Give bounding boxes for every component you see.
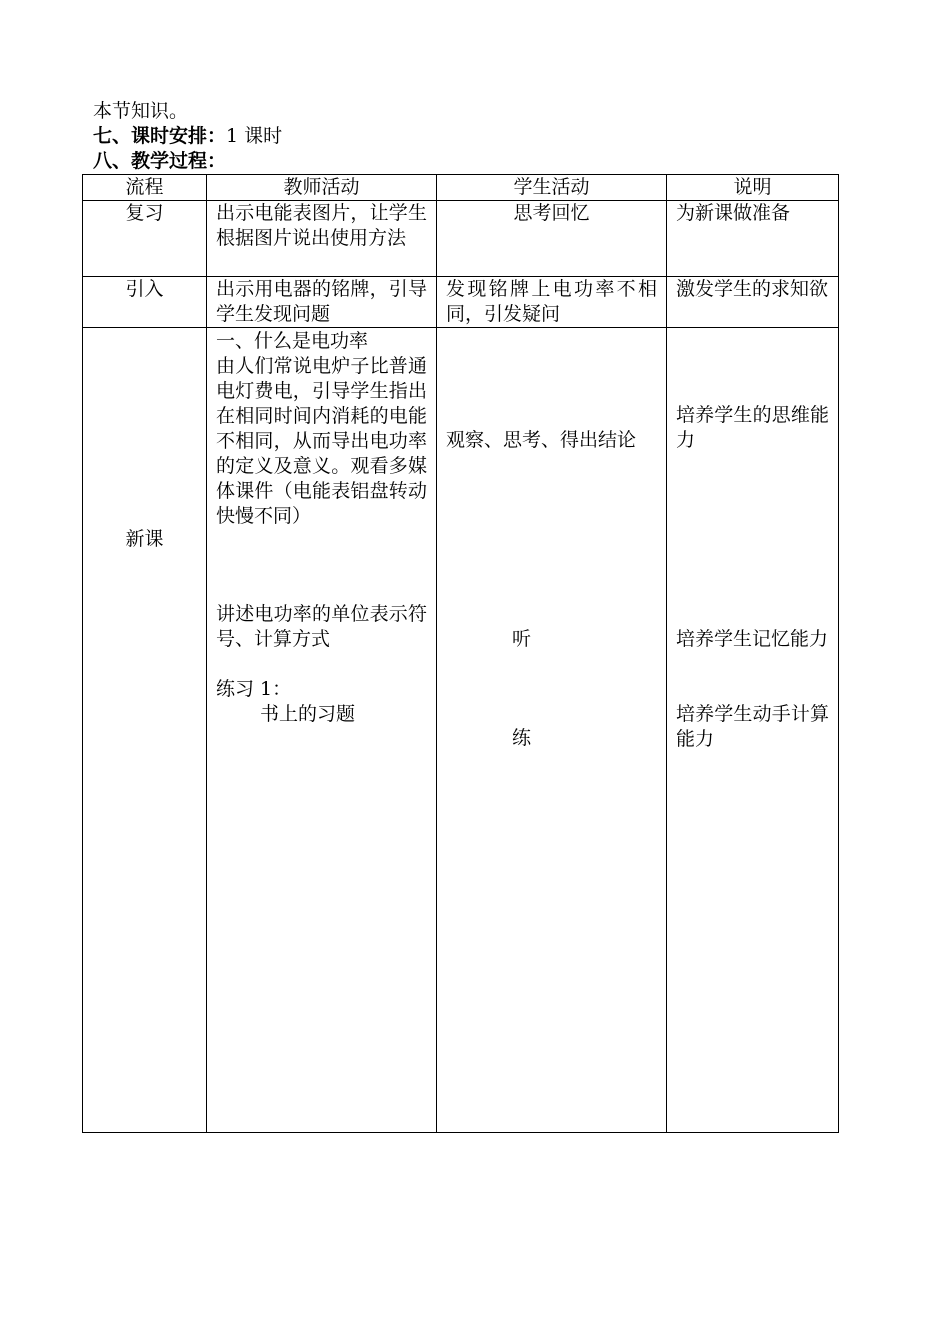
new-lesson-student-cell bbox=[437, 328, 667, 1133]
new-lesson-teacher-body: 由人们常说电炉子比普通电灯费电，引导学生指出在相同时间内消耗的电能不相同，从而导出电功率的定义及意义。观看多媒体课件（电能表铝盘转动快慢不同） bbox=[216, 355, 427, 527]
header-teacher: 教师活动 bbox=[207, 175, 437, 201]
table-header-row bbox=[83, 175, 839, 201]
review-student: 思考回忆 bbox=[437, 201, 667, 277]
new-lesson-stage: 新课 bbox=[125, 528, 164, 550]
header-note: 说明 bbox=[667, 175, 839, 201]
table-row-intro bbox=[83, 277, 839, 328]
new-lesson-note-cell bbox=[667, 328, 839, 1133]
teaching-process-table bbox=[82, 174, 839, 1133]
new-lesson-stage-cell bbox=[83, 328, 207, 1133]
review-teacher: 出示电能表图片，让学生根据图片说出使用方法 bbox=[207, 201, 437, 277]
header-stage: 流程 bbox=[83, 175, 207, 201]
table-row-review bbox=[83, 201, 839, 277]
review-note: 为新课做准备 bbox=[667, 201, 839, 277]
new-lesson-teacher-heading: 一、什么是电功率 bbox=[216, 330, 369, 352]
section-7-line bbox=[93, 124, 282, 148]
new-lesson-student-listen: 听 bbox=[511, 628, 531, 650]
new-lesson-student-practice: 练 bbox=[511, 727, 531, 749]
intro-stage: 引入 bbox=[83, 277, 207, 328]
new-lesson-exercise-body: 书上的习题 bbox=[260, 703, 356, 725]
new-lesson-teacher-unit: 讲述电功率的单位表示符号、计算方式 bbox=[216, 603, 427, 650]
new-lesson-note-thinking: 培养学生的思维能力 bbox=[676, 404, 829, 451]
section-7-value: 1 课时 bbox=[226, 125, 283, 147]
intro-student: 发现铭牌上电功率不相同，引发疑问 bbox=[437, 277, 667, 328]
new-lesson-note-calc: 培养学生动手计算能力 bbox=[676, 703, 829, 750]
new-lesson-student-observe: 观察、思考、得出结论 bbox=[446, 429, 637, 451]
review-stage: 复习 bbox=[83, 201, 207, 277]
intro-teacher: 出示用电器的铭牌，引导学生发现问题 bbox=[207, 277, 437, 328]
intro-text: 本节知识。 bbox=[93, 100, 189, 122]
new-lesson-exercise-label: 练习 1： bbox=[216, 678, 292, 700]
header-student: 学生活动 bbox=[437, 175, 667, 201]
table-row-new-lesson bbox=[83, 328, 839, 1133]
section-7-heading: 七、课时安排： bbox=[93, 125, 227, 147]
intro-note: 激发学生的求知欲 bbox=[667, 277, 839, 328]
new-lesson-note-memory: 培养学生记忆能力 bbox=[676, 628, 829, 650]
section-8-heading: 八、教学过程： bbox=[93, 150, 227, 172]
